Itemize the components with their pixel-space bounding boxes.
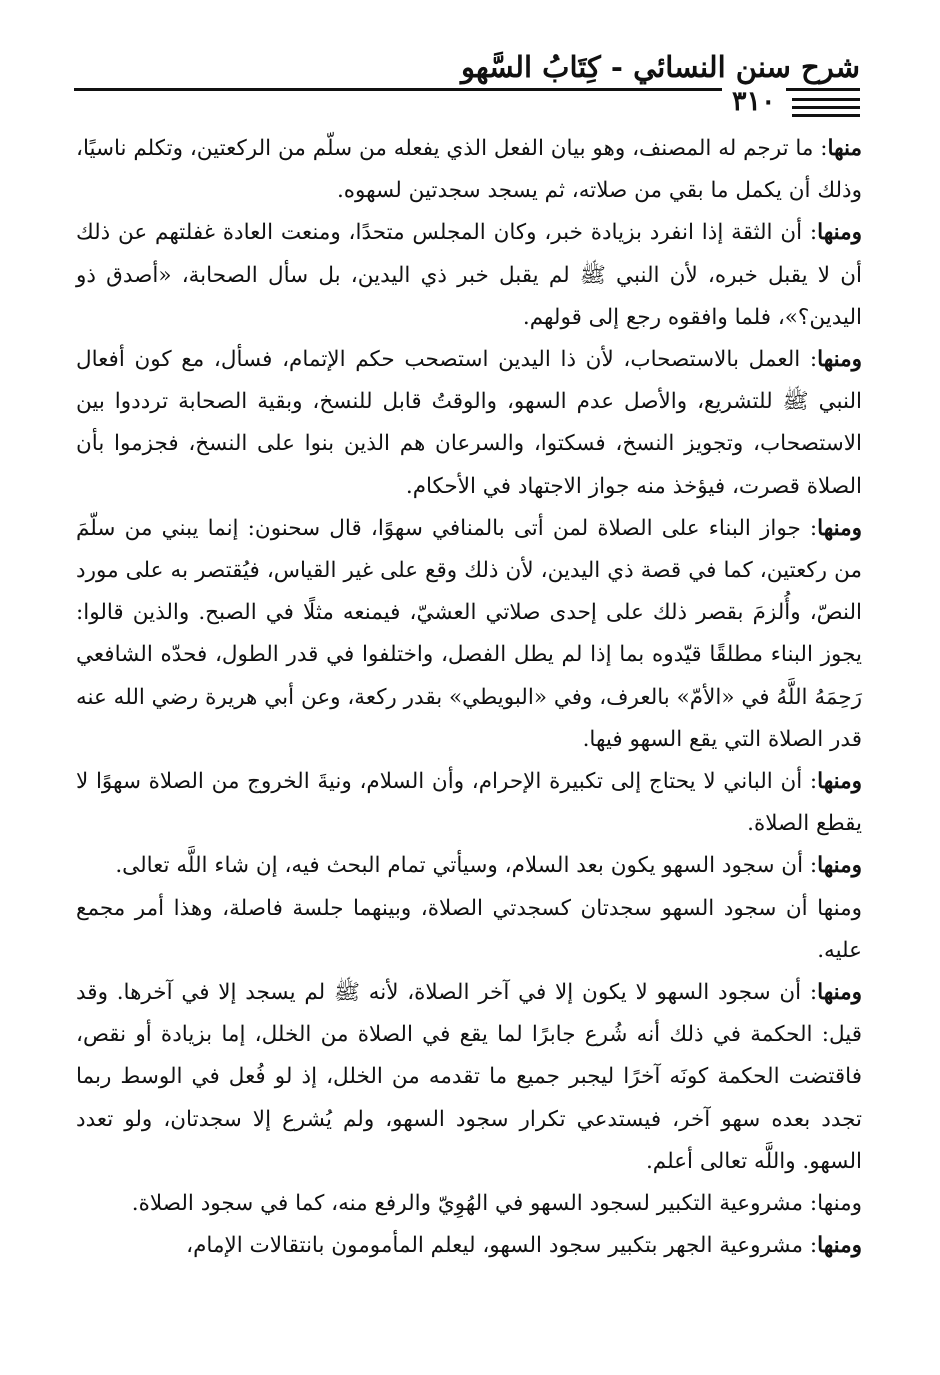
paragraph-text: : أن سجود السهو يكون بعد السلام، وسيأتي تمام البحث فيه، إن شاء اللَّه تعالى. xyxy=(115,853,818,879)
page-number-rule xyxy=(792,114,860,117)
page-number-rule xyxy=(792,106,860,109)
paragraph-lead: ومنها xyxy=(817,853,862,879)
paragraph-text: : العمل بالاستصحاب، لأن ذا اليدين استصحب حكم الإتمام، فسأل، مع كون أفعال النبي ﷺ للتشريع، والأصل عدم السهو، والوقتُ قابل للنسخ، وبقية الصحابة ترددوا بين الاستصحاب، وتجويز النسخ، فسكتوا، والسرعان هم الذين بنوا على النسخ، فجزموا بأن الصلاة قصرت، فيؤخذ منه جواز الاجتهاد في الأحكام. xyxy=(76,347,862,499)
running-title: شرح سنن النسائي - كِتَابُ السَّهو xyxy=(460,50,860,84)
paragraph-text: ومنها: مشروعية التكبير لسجود السهو في الهُوِيّ والرفع منه، كما في سجود الصلاة. xyxy=(131,1191,862,1217)
paragraph-text: ومنها أن سجود السهو سجدتان كسجدتي الصلاة، وبينهما جلسة فاصلة، وهذا أمر مجمع عليه. xyxy=(76,895,862,963)
paragraph-text: : مشروعية الجهر بتكبير سجود السهو، ليعلم المأمومون بانتقالات الإمام، xyxy=(186,1233,818,1259)
paragraph-text: : أن سجود السهو لا يكون إلا في آخر الصلاة، لأنه ﷺ لم يسجد إلا في آخرها. وقد قيل: الحكمة في ذلك أنه شُرع جابرًا لما يقع في الصلاة من الخلل، إما بزيادة أو نقص، فاقتضت الحكمة كونَه آخرًا ليجبر جميع ما تقدمه من الخلل، إذ لو فُعل في الوسط ربما تجدد بعده سهو آخر، فيستدعي تكرار سجود السهو، ولم يُشرع إلا سجدتان، ولو تعدد السهو. واللَّه تعالى أعلم. xyxy=(76,980,862,1174)
paragraph-8 xyxy=(76,972,862,1183)
paragraph-lead: ومنها xyxy=(817,769,862,795)
paragraph-lead: ومنها xyxy=(817,220,862,246)
page-number-rule xyxy=(792,98,860,101)
paragraph-9 xyxy=(76,1183,862,1225)
paragraph-5 xyxy=(76,761,862,845)
page-header xyxy=(0,0,940,120)
paragraph-lead: ومنها xyxy=(817,347,862,373)
paragraph-10 xyxy=(76,1225,862,1267)
page-number: ٣١٠ xyxy=(722,86,786,117)
paragraph-text: : أن الثقة إذا انفرد بزيادة خبر، وكان المجلس متحدًا، ومنعت العادة غفلتهم عن ذلك أن لا يقبل خبره، لأن النبي ﷺ لم يقبل خبر ذي اليدين، بل سأل الصحابة، «أصدق ذو اليدين؟»، فلما وافقوه رجع إلى قولهم. xyxy=(76,220,862,330)
paragraph-6 xyxy=(76,845,862,887)
paragraph-lead: ومنها xyxy=(817,1233,862,1259)
paragraph-7 xyxy=(76,888,862,972)
paragraph-lead: ومنها xyxy=(817,515,862,541)
paragraph-text: : ما ترجم له المصنف، وهو بيان الفعل الذي يفعله من سلّم من الركعتين، وتكلم ناسيًا، وذلك أن يكمل ما بقي من صلاته، ثم يسجد سجدتين لسهوه. xyxy=(76,136,862,204)
paragraph-lead: ومنها xyxy=(817,980,862,1006)
paragraph-2 xyxy=(76,212,862,339)
paragraph-text: : أن الباني لا يحتاج إلى تكبيرة الإحرام، وأن السلام، ونيةَ الخروج من الصلاة سهوًا لا يقطع الصلاة. xyxy=(76,769,862,837)
paragraph-1 xyxy=(76,128,862,212)
paragraph-3 xyxy=(76,339,862,508)
paragraph-4 xyxy=(76,508,862,761)
body-text xyxy=(76,128,862,1267)
paragraph-lead: منها xyxy=(827,136,862,161)
paragraph-text: : جواز البناء على الصلاة لمن أتى بالمنافي سهوًا، قال سحنون: إنما يبني من سلّمَ من ركعتين، كما في قصة ذي اليدين، لأن ذلك وقع على غير القياس، فيُقتصر به على مورد النصّ، وأُلزمَ بقصر ذلك على إحدى صلاتي العشيّ، فيمنعه مثلًا في الصبح. والذين قالوا: يجوز البناء مطلقًا قيّدوه بما إذا لم يطل الفصل، واختلفوا في قدر الطول، فحدّه الشافعي رَحِمَهُ اللَّهُ في «الأمّ» بالعرف، وفي «البويطي» بقدر ركعة، وعن أبي هريرة رضي الله عنه قدر الصلاة التي يقع السهو فيها. xyxy=(76,515,862,752)
